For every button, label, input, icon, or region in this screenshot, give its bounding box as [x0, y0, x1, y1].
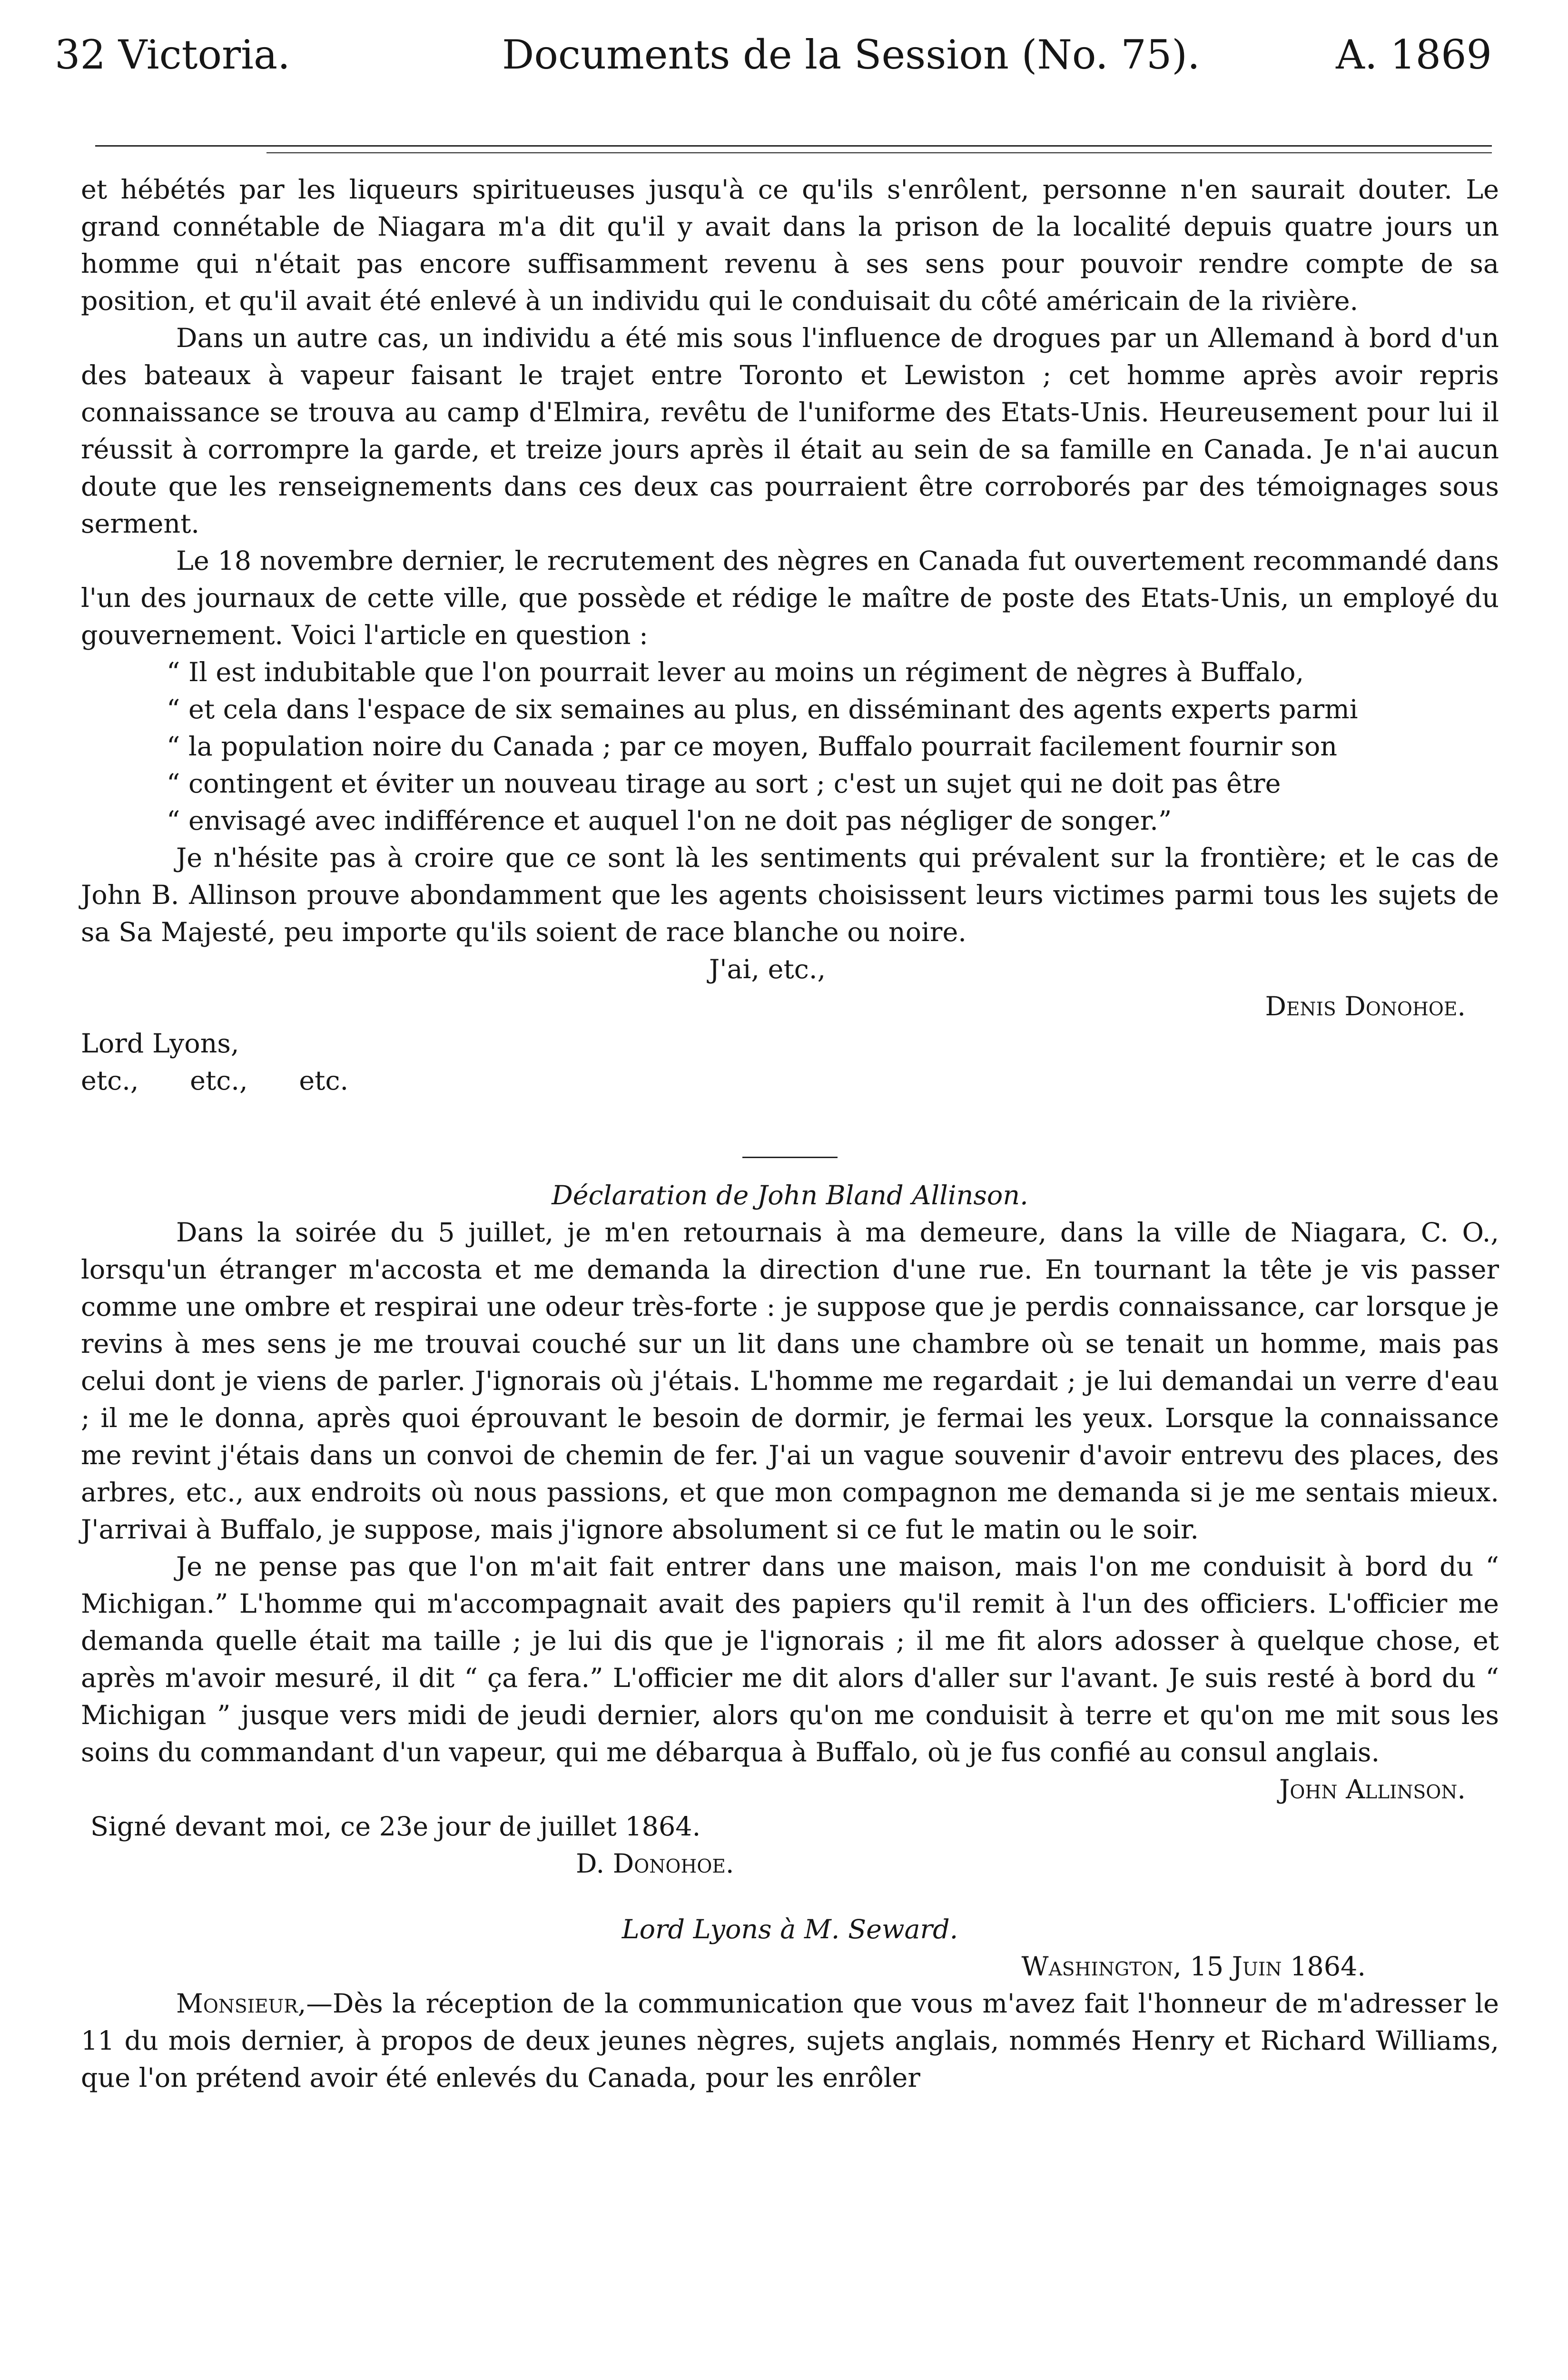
header-rule-thin [266, 152, 1492, 153]
paragraph-recruitment: Le 18 novembre dernier, le recrutement des nègres en Canada fut ouvertement recommandé dans l'un des journaux de cette ville, que possède et rédige le maître de poste des Etats-Unis, un employé du gouvernement. Voici l'article en question : [81, 545, 1499, 651]
letter-dateline: Washington, 15 Juin 1864. [1021, 1951, 1366, 1982]
running-header [55, 24, 1492, 86]
header-regnal-year: 32 Victoria. [55, 31, 290, 78]
quote-line: “ envisagé avec indifférence et auquel l'on ne doit pas négliger de songer.” [167, 805, 1172, 836]
paragraph-second-case: Dans un autre cas, un individu a été mis sous l'influence de drogues par un Allemand à bord d'un des bateaux à vapeur faisant le trajet entre Toronto et Lewiston ; cet homme après avoir repris connaissance se trouva au camp d'Elmira, revêtu de l'uniforme des Etats-Unis. Heureusement pour lui il réussit à corrompre la garde, et treize jours après il était au sein de sa famille en Canada. Je n'ai aucun doute que les renseignements dans ces deux cas pourraient être corroborés par des témoignages sous serment. [81, 323, 1499, 539]
quote-line: “ Il est indubitable que l'on pourrait lever au moins un régiment de nègres à Buffalo, [167, 657, 1304, 688]
letter-title: Lord Lyons à M. Seward. [621, 1914, 958, 1945]
signed-by-donohoe: D. Donohoe. [576, 1848, 734, 1879]
header-document-title: Documents de la Session (No. 75). [502, 31, 1200, 78]
page-number [0, 2378, 1568, 2380]
quote-line: “ et cela dans l'espace de six semaines au plus, en disséminant des agents experts parmi [167, 694, 1358, 725]
addressee-etc: etc., etc., etc. [81, 1065, 349, 1096]
paragraph-continuation: et hébétés par les liqueurs spiritueuses jusqu'à ce qu'ils s'enrôlent, personne n'en saurait douter. Le grand connétable de Niagara m'a dit qu'il y avait dans la prison de la localité depuis quatre jours un homme qui n'était pas encore suffisamment revenu à ses sens pour pouvoir rendre compte de sa position, et qu'il avait été enlevé à un individu qui le conduisait du côté américain de la rivière. [81, 174, 1499, 317]
newspaper-quote [81, 654, 1499, 840]
declaration-paragraph-1: Dans la soirée du 5 juillet, je m'en retournais à ma demeure, dans la ville de Niagara, C. O., lorsqu'un étranger m'accosta et me demanda la direction d'une rue. En tournant la tête je vis passer comme une ombre et respirai une odeur très-forte : je suppose que je perdis connaissance, car lorsque je revins à mes sens je me trouvai couché sur un lit dans une chambre où se tenait un homme, mais pas celui dont je viens de parler. J'ignorais où j'étais. L'homme me regardait ; je lui demandai un verre d'eau ; il me le donna, après quoi éprouvant le besoin de dormir, je fermai les yeux. Lorsque la connaissance me revint j'étais dans un convoi de chemin de fer. J'ai un vague souvenir d'avoir entrevu des places, des arbres, etc., aux endroits où nous passions, et que mon compagnon me demanda si je me sentais mieux. J'arrivai à Buffalo, je suppose, mais j'ignore absolument si ce fut le matin ou le soir. [81, 1217, 1499, 1545]
paragraph-conclusion: Je n'hésite pas à croire que ce sont là les sentiments qui prévalent sur la frontière; et le cas de John B. Allinson prouve abondamment que les agents choisissent leurs victimes parmi tous les sujets de sa Sa Majesté, peu importe qu'ils soient de race blanche ou noire. [81, 843, 1499, 948]
declaration-title: Déclaration de John Bland Allinson. [552, 1180, 1028, 1211]
signed-before-line: Signé devant moi, ce 23e jour de juillet 1864. [90, 1811, 701, 1842]
header-rule [95, 145, 1492, 147]
letter-opening [81, 1985, 1499, 2097]
closing-formula: J'ai, etc., [709, 954, 826, 985]
signature-john-allinson: John Allinson. [1279, 1774, 1466, 1805]
quote-line: “ la population noire du Canada ; par ce moyen, Buffalo pourrait facilement fournir son [167, 731, 1337, 762]
declaration-paragraph-2: Je ne pense pas que l'on m'ait fait entrer dans une maison, mais l'on me conduisit à bord du “ Michigan.” L'homme qui m'accompagnait avait des papiers qu'il remit à l'un des officiers. L'officier me demanda quelle était ma taille ; je lui dis que je l'ignorais ; il me fit alors adosser à quelque chose, et après m'avoir mesuré, il dit “ ça fera.” L'officier me dit alors d'aller sur l'avant. Je suis resté à bord du “ Michigan ” jusque vers midi de jeudi dernier, alors qu'on me conduisit à terre et qu'on me mit sous les soins du commandant d'un vapeur, qui me débarqua à Buffalo, où je fus confié au consul anglais. [81, 1551, 1499, 1768]
section-separator [742, 1157, 838, 1158]
header-year: A. 1869 [1336, 31, 1492, 78]
salutation: Monsieur, [176, 1988, 306, 2019]
letter-text: —Dès la réception de la communication que vous m'avez fait l'honneur de m'adresser le 11 du mois dernier, à propos de deux jeunes nègres, sujets anglais, nommés Henry et Richard Williams, que l'on prétend avoir été enlevés du Canada, pour les enrôler [81, 1988, 1499, 2093]
addressee: Lord Lyons, [81, 1028, 239, 1059]
quote-line: “ contingent et éviter un nouveau tirage au sort ; c'est un sujet qui ne doit pas être [167, 768, 1281, 799]
letter-closing [81, 951, 1499, 1025]
page-body [81, 171, 1499, 2380]
signature-denis-donohoe: Denis Donohoe. [1265, 991, 1466, 1022]
